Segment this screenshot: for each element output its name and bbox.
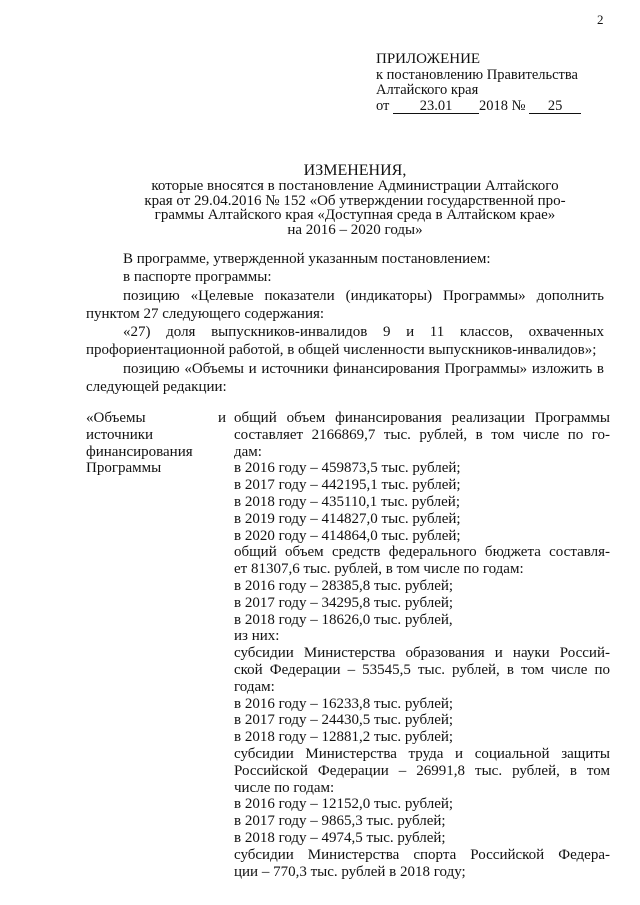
date-prefix: от xyxy=(376,97,390,114)
paragraph-1: В программе, утвержденной указанным постановлением: xyxy=(123,251,491,267)
financing-line: субсидии Министерства спорта Российской Федера- xyxy=(234,846,610,863)
heading-line-4: на 2016 – 2020 годы» xyxy=(287,221,423,238)
heading-line-1: которые вносятся в постановление Администрации Алтайского xyxy=(151,178,559,194)
financing-line: в 2016 году – 16233,8 тыс. рублей; xyxy=(234,695,454,712)
appendix-line-1: к постановлению Правительства xyxy=(376,66,578,83)
paragraph-3: позицию «Целевые показатели (индикаторы) Программы» дополнить пунктом 27 следующего содержания: xyxy=(86,287,604,322)
financing-row xyxy=(86,410,610,880)
appendix-line-2: Алтайского края xyxy=(376,82,479,98)
financing-line: в 2018 году – 18626,0 тыс. рублей, xyxy=(234,611,453,628)
appendix-block xyxy=(376,52,626,114)
financing-line: составляет 2166869,7 тыс. рублей, в том числе по го- xyxy=(234,426,610,443)
financing-line: субсидии Министерства труда и социальной защиты xyxy=(234,745,610,762)
paragraph-2: в паспорте программы: xyxy=(123,269,272,286)
financing-line: в 2017 году – 34295,8 тыс. рублей; xyxy=(234,594,454,611)
heading-title: ИЗМЕНЕНИЯ, xyxy=(303,162,407,179)
page-number: 2 xyxy=(597,12,604,27)
financing-line: в 2016 году – 459873,5 тыс. рублей; xyxy=(234,460,461,477)
financing-line: ской Федерации – 53545,5 тыс. рублей, в том числе по xyxy=(234,661,610,678)
financing-line: в 2016 году – 28385,8 тыс. рублей; xyxy=(234,577,454,594)
financing-label-cell xyxy=(86,410,234,880)
financing-line: в 2018 году – 12881,2 тыс. рублей; xyxy=(234,729,454,746)
financing-line: в 2017 году – 24430,5 тыс. рублей; xyxy=(234,712,454,729)
financing-line: в 2020 году – 414864,0 тыс. рублей; xyxy=(234,527,461,544)
financing-line: дам: xyxy=(234,443,262,460)
paragraph-4: «27) доля выпускников-инвалидов 9 и 11 классов, охваченных профориентационной работой, в общей численности выпускников-инвалидов»; xyxy=(86,324,604,359)
body-text xyxy=(86,250,604,396)
financing-line: годам: xyxy=(234,678,275,695)
financing-line: в 2019 году – 414827,0 тыс. рублей; xyxy=(234,510,461,527)
financing-line: субсидии Министерства образования и науки Россий- xyxy=(234,645,610,662)
financing-line: ции – 770,3 тыс. рублей в 2018 году; xyxy=(234,863,466,880)
financing-table xyxy=(86,410,610,880)
financing-line: Российской Федерации – 26991,8 тыс. рублей, в том xyxy=(234,762,610,779)
appendix-date-line xyxy=(376,99,626,115)
financing-line: числе по годам: xyxy=(234,779,335,796)
paragraph-5: позицию «Объемы и источники финансирования Программы» изложить в следующей редакции: xyxy=(86,360,604,396)
financing-line: общий объем финансирования реализации Программы xyxy=(234,410,610,426)
appendix-title: ПРИЛОЖЕНИЕ xyxy=(376,51,481,67)
financing-details-cell xyxy=(234,410,610,880)
financing-line: общий объем средств федерального бюджета составля- xyxy=(234,544,610,561)
date-value: 23.01 xyxy=(393,100,479,114)
number-value: 25 xyxy=(529,100,581,114)
financing-line: в 2018 году – 435110,1 тыс. рублей; xyxy=(234,493,460,510)
document-heading xyxy=(100,163,610,237)
financing-line: в 2018 году – 4974,5 тыс. рублей; xyxy=(234,829,446,846)
financing-line: ет 81307,6 тыс. рублей, в том числе по годам: xyxy=(234,561,524,578)
year-text: 2018 № xyxy=(479,97,526,114)
financing-line: в 2017 году – 9865,3 тыс. рублей; xyxy=(234,813,446,830)
financing-line: из них: xyxy=(234,628,280,645)
financing-line: в 2017 году – 442195,1 тыс. рублей; xyxy=(234,477,461,494)
financing-label: «Объемы и источники финансирования Программы xyxy=(86,410,226,477)
financing-line: в 2016 году – 12152,0 тыс. рублей; xyxy=(234,796,454,813)
heading-line-3: граммы Алтайского края «Доступная среда в Алтайском крае» xyxy=(154,207,556,223)
heading-line-2: края от 29.04.2016 № 152 «Об утверждении государственной про- xyxy=(144,192,566,209)
